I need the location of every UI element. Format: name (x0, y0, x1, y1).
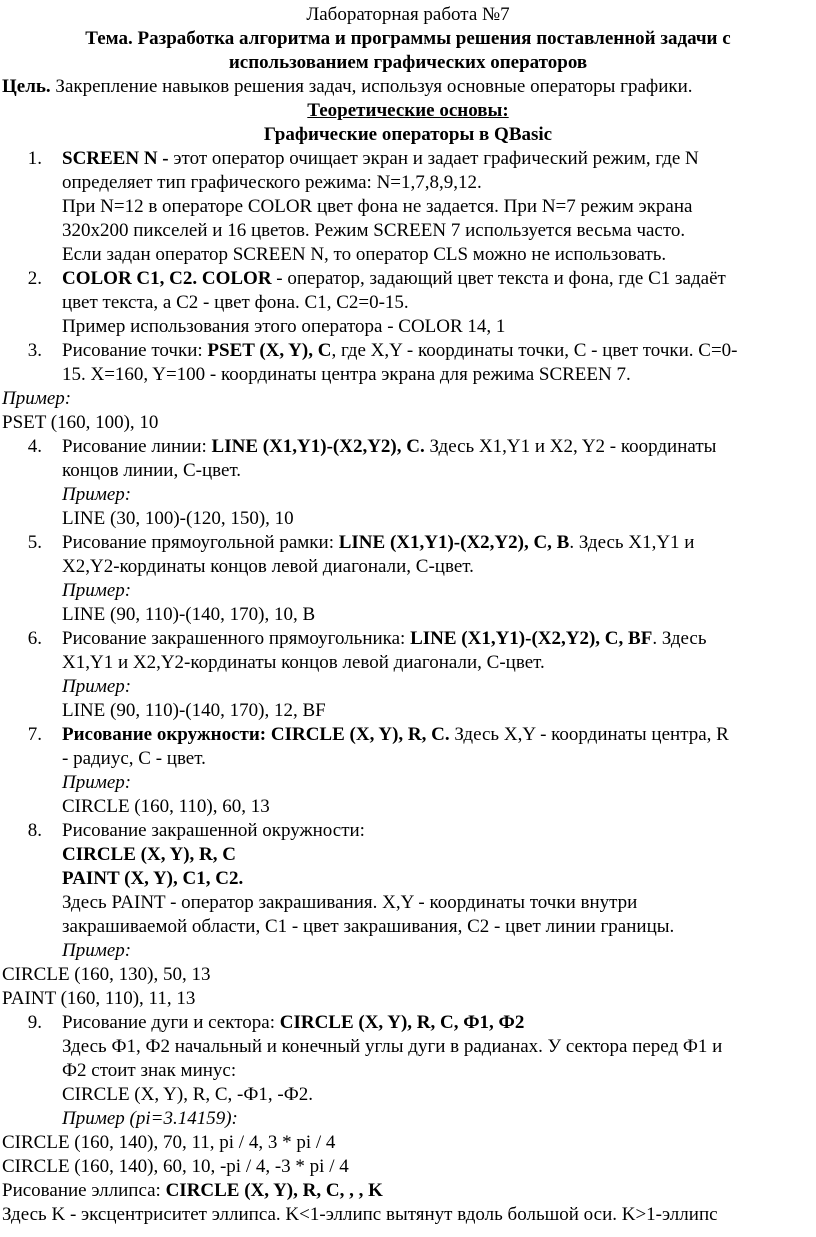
syntax: PAINT (X, Y), C1, C2. (62, 868, 244, 889)
example-code: PAINT (160, 110), 11, 13 (2, 988, 196, 1009)
item-text: Рисование прямоугольной рамки: (62, 532, 339, 553)
item-text: Здесь X1,Y1 и X2, Y2 - координаты (424, 436, 717, 457)
item-text: Здесь K - эксцентриситет эллипса. K<1-эллипс вытянут вдоль большой оси. K>1-эллипс (2, 1204, 718, 1225)
item-text: При N=12 в операторе COLOR цвет фона не задается. При N=7 режим экрана (62, 196, 693, 217)
item-text: . Здесь X1,Y1 и (569, 532, 695, 553)
syntax: Рисование окружности: CIRCLE (X, Y), R, C. (62, 724, 450, 745)
item-text: 15. X=160, Y=100 - координаты центра экрана для режима SCREEN 7. (62, 364, 631, 385)
item-text: Рисование закрашенной окружности: (62, 820, 365, 841)
syntax: LINE (X1,Y1)-(X2,Y2), C, B (338, 532, 570, 553)
example-label: Пример: (62, 484, 132, 505)
list-item-5 (2, 531, 814, 627)
item-text: CIRCLE (X, Y), R, C, -Ф1, -Ф2. (62, 1084, 313, 1105)
item-text: Рисование дуги и сектора: (62, 1012, 280, 1033)
item-body (62, 147, 814, 267)
example-label: Пример: (62, 580, 132, 601)
example-code: LINE (90, 110)-(140, 170), 10, B (62, 604, 316, 625)
list-item-1 (2, 147, 814, 267)
item-text: Рисование закрашенного прямоугольника: (62, 628, 411, 649)
example-code: LINE (90, 110)-(140, 170), 12, BF (62, 700, 326, 721)
ellipse-line (2, 1179, 814, 1203)
item-body (62, 339, 814, 387)
operator-list (2, 147, 814, 387)
syntax: LINE (X1,Y1)-(X2,Y2), C, BF (410, 628, 653, 649)
item-number: 5. (27, 532, 42, 553)
item-text: определяет тип графического режима: N=1,7,8,9,12. (62, 172, 482, 193)
item-body (62, 627, 814, 723)
item-text: - оператор, задающий цвет текста и фона, где C1 задаёт (271, 268, 726, 289)
item-text: Если задан оператор SCREEN N, то оператор CLS можно не использовать. (62, 244, 667, 265)
example-label: Пример: (2, 388, 72, 409)
item-body (62, 435, 814, 531)
theory-heading: Теоретические основы: (307, 100, 509, 121)
syntax: COLOR C1, C2. COLOR (62, 268, 272, 289)
item-text: - радиус, C - цвет. (62, 748, 206, 769)
item-text: 320x200 пикселей и 16 цветов. Режим SCREEN 7 используется весьма часто. (62, 220, 686, 241)
list-item-9 (2, 1011, 814, 1131)
item-body (62, 267, 814, 339)
lab-title: Лабораторная работа №7 (306, 4, 510, 25)
item-text: Здесь Ф1, Ф2 начальный и конечный углы дуги в радианах. У сектора перед Ф1 и (62, 1036, 723, 1057)
item-text: концов линии, C-цвет. (62, 460, 242, 481)
list-item-8 (2, 819, 814, 963)
item-text: цвет текста, а C2 - цвет фона. C1, C2=0-15. (62, 292, 409, 313)
goal-text: Закрепление навыков решения задач, используя основные операторы графики. (50, 76, 693, 97)
example-label: Пример: (62, 676, 132, 697)
example-code: CIRCLE (160, 110), 60, 13 (62, 796, 270, 817)
list-item-4 (2, 435, 814, 531)
topic-line-2: использованием графических операторов (228, 52, 588, 73)
item-text: Рисование точки: (62, 340, 208, 361)
item-body (62, 1011, 814, 1131)
item-text: Здесь X,Y - координаты центра, R (449, 724, 729, 745)
item-body (62, 531, 814, 627)
operator-list-cont-2 (2, 1011, 814, 1131)
syntax: CIRCLE (X, Y), R, C (62, 844, 236, 865)
item-text: X2,Y2-кординаты концов левой диагонали, C-цвет. (62, 556, 474, 577)
item-text: Рисование эллипса: (2, 1180, 166, 1201)
example-code: CIRCLE (160, 130), 50, 13 (2, 964, 211, 985)
item-text: X1,Y1 и X2,Y2-кординаты концов левой диагонали, C-цвет. (62, 652, 545, 673)
example-label: Пример: (62, 940, 132, 961)
item-text: Ф2 стоит знак минус: (62, 1060, 237, 1081)
list-item-2 (2, 267, 814, 339)
item-number: 3. (27, 340, 42, 361)
goal-label: Цель. (2, 76, 51, 97)
item-number: 6. (27, 628, 42, 649)
example-code: PSET (160, 100), 10 (2, 412, 159, 433)
list-item-7 (2, 723, 814, 819)
item-number: 8. (27, 820, 42, 841)
item-text: , где X,Y - координаты точки, C - цвет точки. C=0- (331, 340, 738, 361)
list-item-6 (2, 627, 814, 723)
item-text: . Здесь (652, 628, 707, 649)
topic-line-1: Тема. Разработка алгоритма и программы решения поставленной задачи с (85, 28, 731, 49)
item-text: закрашиваемой области, C1 - цвет закрашивания, C2 - цвет линии границы. (62, 916, 675, 937)
item-number: 2. (27, 268, 42, 289)
item-body (62, 723, 814, 819)
item-number: 4. (27, 436, 42, 457)
item-number: 1. (27, 148, 42, 169)
example-label: Пример (pi=3.14159): (62, 1108, 238, 1129)
item-number: 9. (27, 1012, 42, 1033)
operator-list-cont (2, 435, 814, 963)
example-code: CIRCLE (160, 140), 60, 10, -pi / 4, -3 * pi / 4 (2, 1156, 349, 1177)
item-body (62, 819, 814, 963)
example-code: LINE (30, 100)-(120, 150), 10 (62, 508, 294, 529)
item-text: этот оператор очищает экран и задает графический режим, где N (168, 148, 699, 169)
syntax: CIRCLE (X, Y), R, C, Ф1, Ф2 (279, 1012, 525, 1033)
item-text: Рисование линии: (62, 436, 212, 457)
syntax: PSET (X, Y), C (207, 340, 332, 361)
goal-line (2, 75, 814, 99)
item-number: 7. (27, 724, 42, 745)
section-heading: Графические операторы в QBasic (263, 124, 553, 145)
syntax: LINE (X1,Y1)-(X2,Y2), C. (211, 436, 425, 457)
syntax: CIRCLE (X, Y), R, C, , , K (165, 1180, 383, 1201)
item-text: Здесь PAINT - оператор закрашивания. X,Y - координаты точки внутри (62, 892, 638, 913)
example-label: Пример: (62, 772, 132, 793)
syntax: SCREEN N - (62, 148, 169, 169)
list-item-3 (2, 339, 814, 387)
example-code: CIRCLE (160, 140), 70, 11, pi / 4, 3 * pi / 4 (2, 1132, 336, 1153)
item-text: Пример использования этого оператора - COLOR 14, 1 (62, 316, 506, 337)
